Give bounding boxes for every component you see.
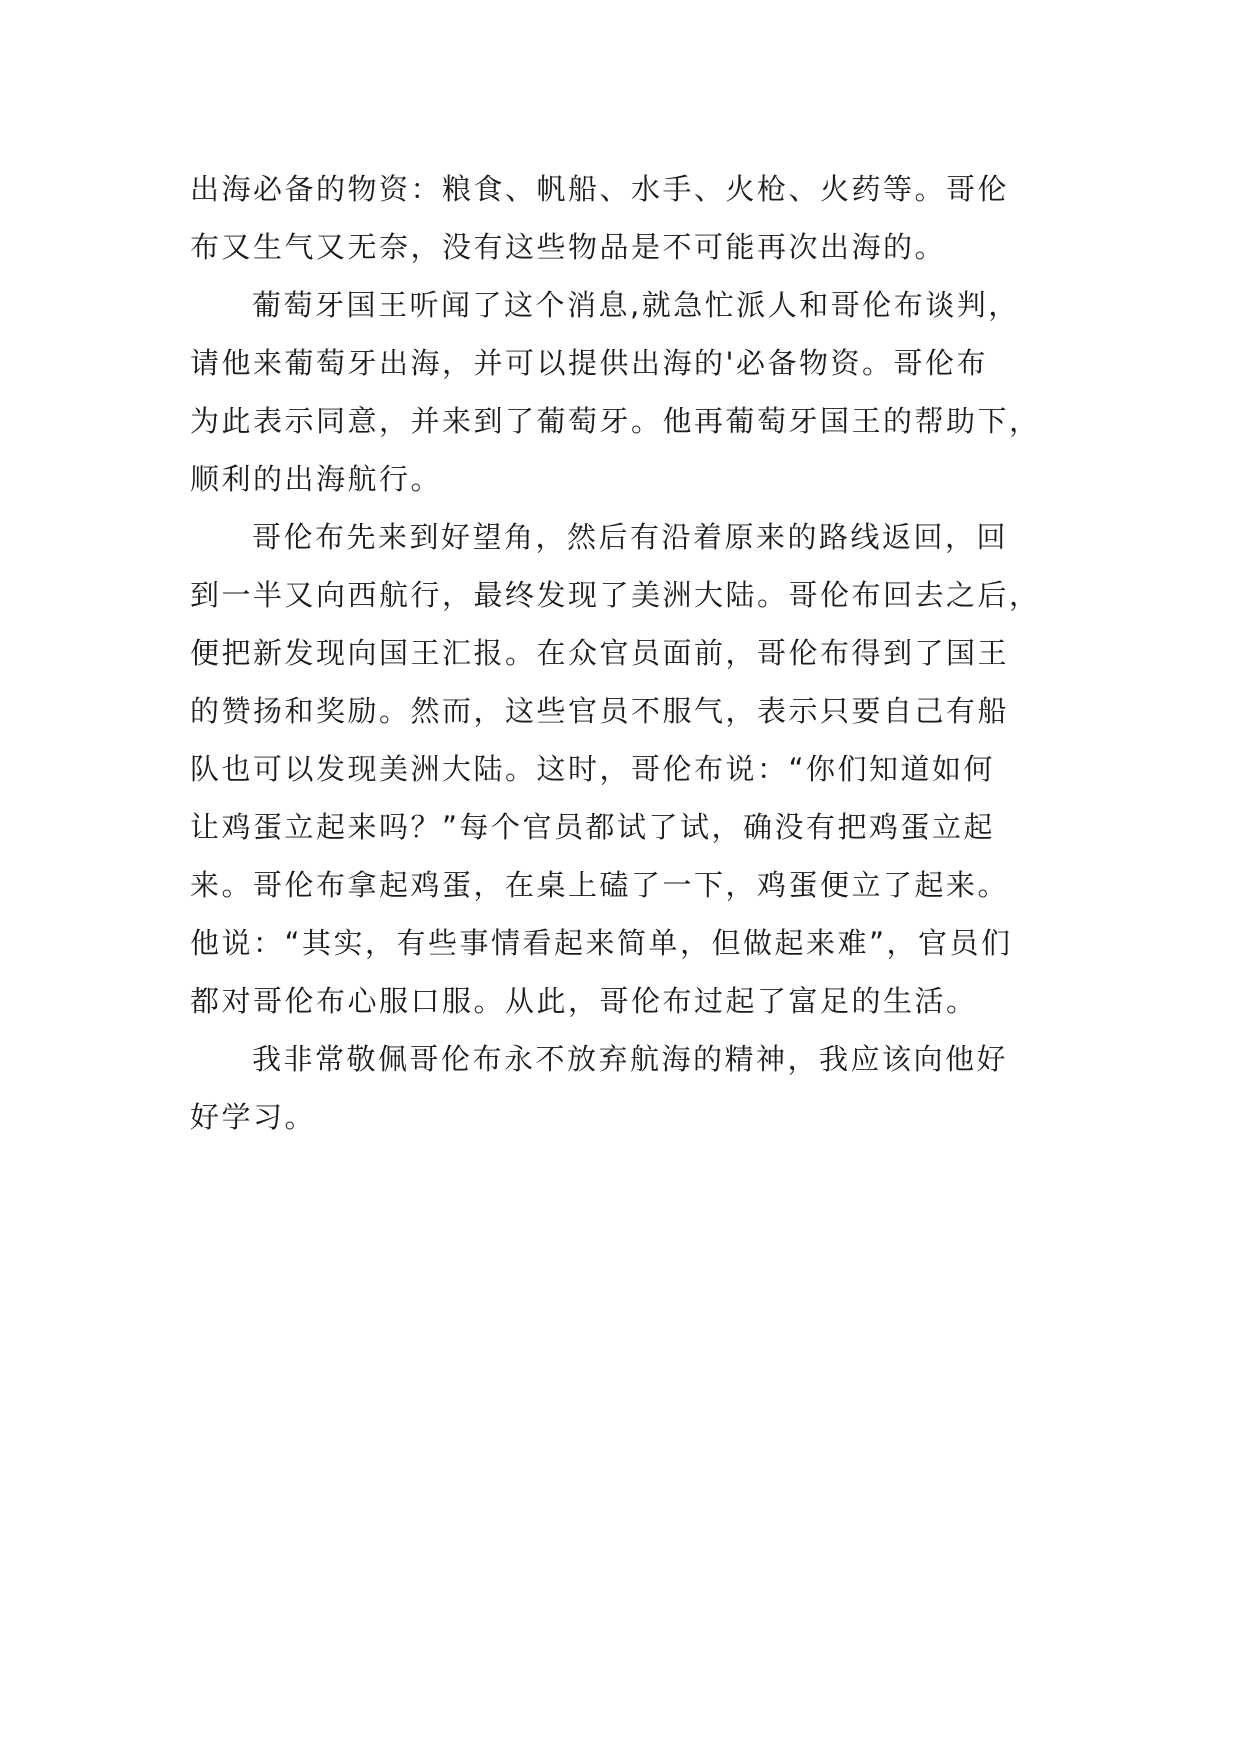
body-text <box>190 160 1090 1146</box>
text-line: 我非常敬佩哥伦布永不放弃航海的精神，我应该向他好 <box>252 1042 1009 1076</box>
text-line: 布又生气又无奈，没有这些物品是不可能再次出海的。 <box>190 230 947 264</box>
text-line: 请他来葡萄牙出海，并可以提供出海的'必备物资。哥伦布 <box>190 346 988 380</box>
text-line: 出海必备的物资：粮食、帆船、水手、火枪、火药等。哥伦 <box>190 172 1010 206</box>
text-line: 都对哥伦布心服口服。从此，哥伦布过起了富足的生活。 <box>190 984 978 1018</box>
text-line: 好学习。 <box>190 1100 317 1134</box>
text-line: 葡萄牙国王听闻了这个消息,就急忙派人和哥伦布谈判， <box>252 288 1020 322</box>
text-line: 队也可以发现美洲大陆。这时，哥伦布说：“你们知道如何 <box>190 752 996 786</box>
text-line: 便把新发现向国王汇报。在众官员面前，哥伦布得到了国王 <box>190 636 1010 670</box>
text-line: 让鸡蛋立起来吗？”每个官员都试了试，确没有把鸡蛋立起 <box>190 810 996 844</box>
text-line: 哥伦布先来到好望角，然后有沿着原来的路线返回，回 <box>252 520 1009 554</box>
text-line: 的赞扬和奖励。然而，这些官员不服气，表示只要自己有船 <box>190 694 1010 728</box>
text-line: 到一半又向西航行，最终发现了美洲大陆。哥伦布回去之后， <box>190 578 1041 612</box>
text-line: 他说：“其实，有些事情看起来简单，但做起来难”，官员们 <box>190 926 1013 960</box>
text-line: 为此表示同意，并来到了葡萄牙。他再葡萄牙国王的帮助下， <box>190 404 1041 438</box>
text-line: 顺利的出海航行。 <box>190 462 443 496</box>
text-line: 来。哥伦布拿起鸡蛋，在桌上磕了一下，鸡蛋便立了起来。 <box>190 868 1010 902</box>
